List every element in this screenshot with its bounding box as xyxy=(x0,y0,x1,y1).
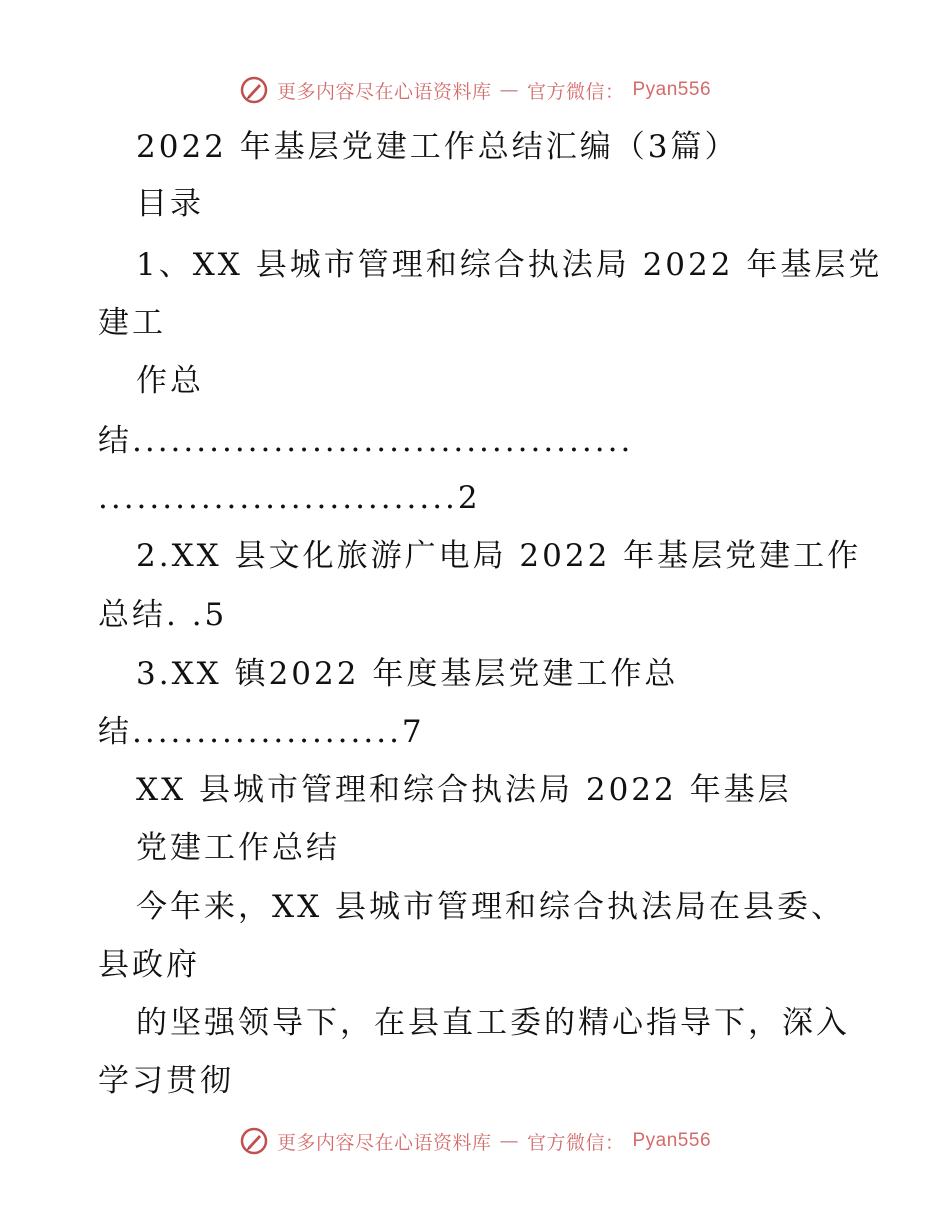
watermark-handle: Pyan556 xyxy=(632,79,712,100)
toc-heading: 目录 xyxy=(136,186,204,222)
pen-logo-icon xyxy=(239,1126,269,1156)
toc-item-2-line-1: 2.XX 县文化旅游广电局 2022 年基层党建工作 xyxy=(136,538,862,574)
watermark-site-text: 更多内容尽在心语资料库 xyxy=(276,1131,492,1154)
watermark-contact-text: 官方微信： xyxy=(526,1131,625,1154)
toc-item-3-line-1: 3.XX 镇2022 年度基层党建工作总 xyxy=(136,656,679,692)
toc-item-2-line-2: 总结. .5 xyxy=(98,597,228,633)
toc-item-3-line-2: 结.....................7 xyxy=(98,714,425,750)
body-paragraph-2-line-2: 学习贯彻 xyxy=(98,1063,234,1099)
watermark-separator: — xyxy=(499,1130,519,1152)
watermark-handle: Pyan556 xyxy=(632,1130,712,1151)
watermark-separator: — xyxy=(499,79,519,101)
watermark-site-text: 更多内容尽在心语资料库 xyxy=(276,80,492,103)
body-paragraph-2-line-1: 的坚强领导下，在县直工委的精心指导下，深入 xyxy=(136,1005,850,1041)
toc-item-1-line-1: 1、XX 县城市管理和综合执法局 2022 年基层党 xyxy=(136,247,883,283)
toc-item-1-line-3: 作总 xyxy=(136,363,204,399)
toc-item-1-line-2: 建工 xyxy=(98,305,166,341)
pen-logo-icon xyxy=(239,75,269,105)
watermark-contact-text: 官方微信： xyxy=(526,80,625,103)
toc-item-1-line-5: ............................2 xyxy=(98,480,481,516)
watermark-header xyxy=(0,70,950,110)
toc-item-1-line-4: 结....................................... xyxy=(98,423,634,459)
body-paragraph-1-line-1: 今年来，XX 县城市管理和综合执法局在县委、 xyxy=(136,889,845,925)
section-title-line-2: 党建工作总结 xyxy=(136,830,340,866)
section-title-line-1: XX 县城市管理和综合执法局 2022 年基层 xyxy=(136,772,792,808)
document-title: 2022 年基层党建工作总结汇编（3篇） xyxy=(136,129,739,165)
body-paragraph-1-line-2: 县政府 xyxy=(98,947,200,983)
watermark-footer xyxy=(0,1121,950,1161)
